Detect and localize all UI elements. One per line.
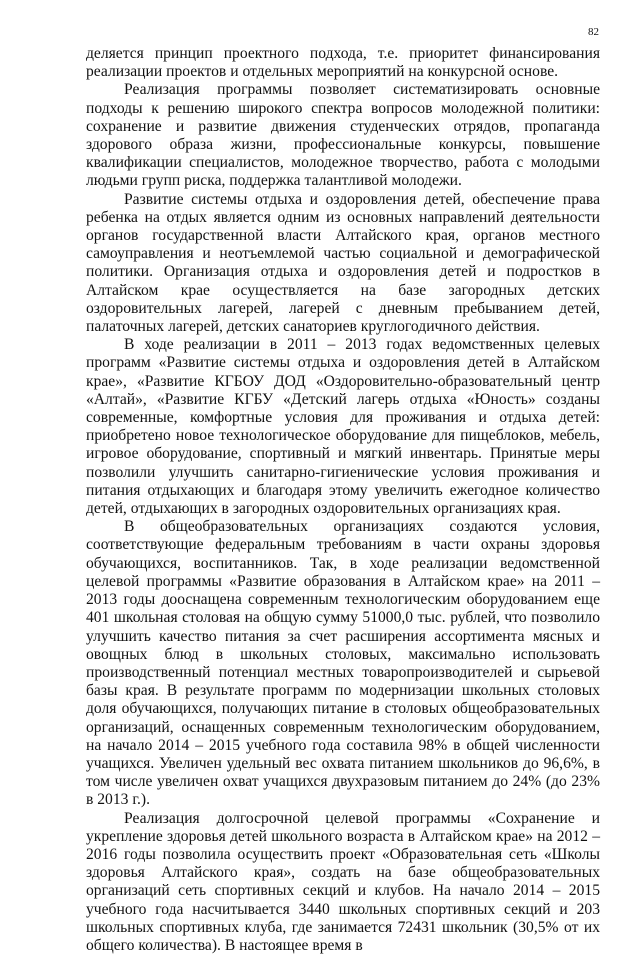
page-number: 82 [588,26,599,38]
paragraph-2: Реализация программы позволяет систематизировать основные подходы к решению широкого спектра вопросов молодежной политики: сохранение и развитие движения студенческих отрядов, пропаганда здорового образа жизни, профессиональные конкурсы, повышение квалификации специалистов, молодежное творчество, работа с молодыми людьми групп риска, поддержка талантливой молодежи. [86,81,600,190]
paragraph-1: деляется принцип проектного подхода, т.е. приоритет финансирования реализации проектов и отдельных мероприятий на конкурсной основе. [86,45,600,81]
paragraph-3: Развитие системы отдыха и оздоровления детей, обеспечение права ребенка на отдых является одним из основных направлений деятельности органов государственной власти Алтайского края, органов местного самоуправления и неотъемлемой частью социальной и демографической политики. Организация отдыха и оздоровления детей и подростков в Алтайском крае осуществляется на базе загородных детских оздоровительных лагерей, лагерей с дневным пребыванием детей, палаточных лагерей, детских санаториев круглогодичного действия. [86,190,600,336]
paragraph-4: В ходе реализации в 2011 – 2013 годах ведомственных целевых программ «Развитие системы отдыха и оздоровления детей в Алтайском крае», «Развитие КГБОУ ДОД «Оздоровительно-образовательный центр «Алтай», «Развитие КГБУ «Детский лагерь отдыха «Юность» созданы современные, комфортные условия для проживания и отдыха детей: приобретено новое технологическое оборудование для пищеблоков, мебель, игровое оборудование, спортивный и мягкий инвентарь. Принятые меры позволили улучшить санитарно-гигиенические условия проживания и питания отдыхающих и благодаря этому увеличить ежегодное количество детей, отдыхающих в загородных оздоровительных организациях края. [86,336,600,518]
paragraph-6: Реализация долгосрочной целевой программы «Сохранение и укрепление здоровья детей школьного возраста в Алтайском крае» на 2012 – 2016 годы позволила осуществить проект «Образовательная сеть «Школы здоровья Алтайского края», создать на базе общеобразовательных организаций сеть спортивных секций и клубов. На начало 2014 – 2015 учебного года насчитывается 3440 школьных спортивных секций и 203 школьных спортивных клуба, где занимается 72431 школьник (30,5% от их общего количества). В настоящее время в [86,809,600,954]
document-body [86,45,600,955]
paragraph-5: В общеобразовательных организациях создаются условия, соответствующие федеральным требованиям в части охраны здоровья обучающихся, воспитанников. Так, в ходе реализации ведомственной целевой программы «Развитие образования в Алтайском крае» на 2011 – 2013 годы дооснащена современным технологическим оборудованием еще 401 школьная столовая на общую сумму 51000,0 тыс. рублей, что позволило улучшить качество питания за счет расширения ассортимента мясных и овощных блюд в школьных столовых, максимально использовать производственный потенциал местных товаропроизводителей и сырьевой базы края. В результате программ по модернизации школьных столовых доля обучающихся, получающих питание в столовых общеобразовательных организаций, оснащенных современным технологическим оборудованием, на начало 2014 – 2015 учебного года составила 98% в общей численности учащихся. Увеличен удельный вес охвата питанием школьников до 96,6%, в том числе увеличен охват учащихся двухразовым питанием до 24% (до 23% в 2013 г.). [86,518,600,809]
